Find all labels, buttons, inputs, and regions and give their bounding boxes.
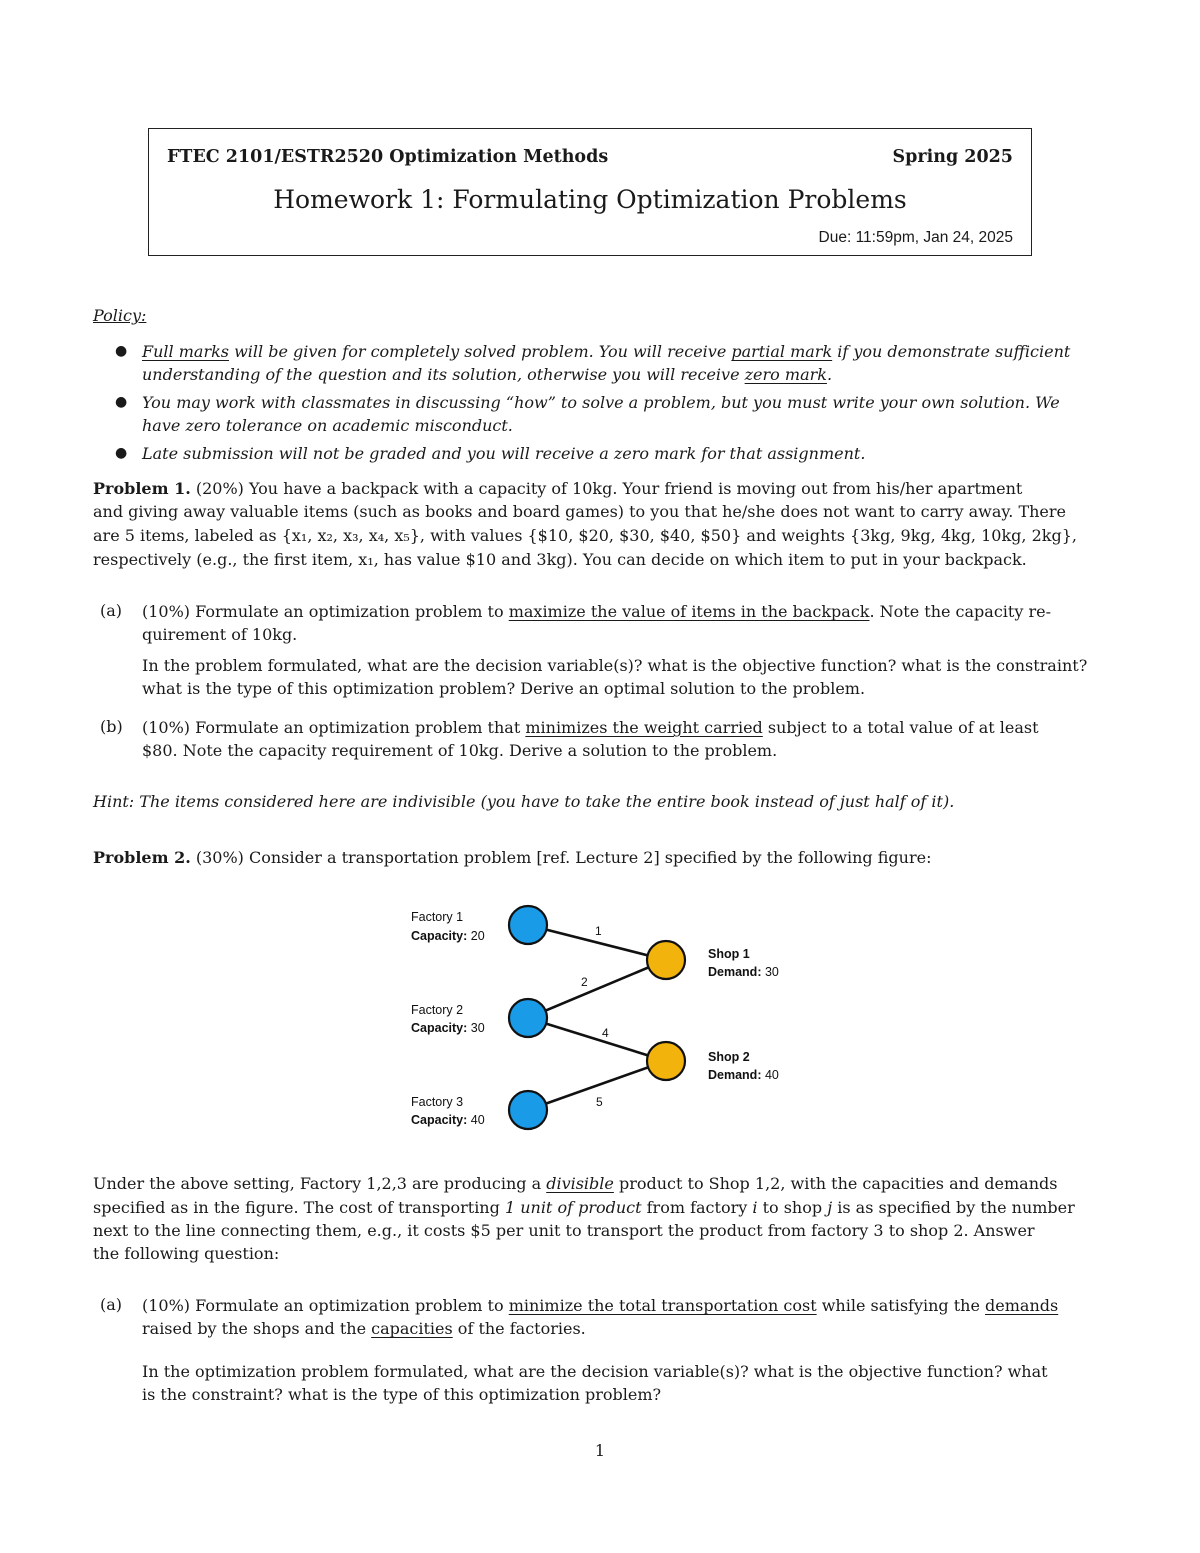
policy-text: if you demonstrate sufficient <box>832 342 1071 361</box>
problem-2-label: Problem 2. <box>93 848 191 867</box>
problem-2a-text: while satisfying the <box>816 1296 986 1315</box>
factory-2-node <box>509 999 547 1037</box>
problem-2-intro <box>93 846 931 869</box>
capacity-label: Capacity: <box>411 1021 468 1035</box>
demand-label: Demand: <box>708 965 762 979</box>
var-j: j <box>827 1198 833 1217</box>
demands-text: demands <box>985 1296 1059 1315</box>
problem-1b-line-2: $80. Note the capacity requirement of 10kg. Derive a solution to the problem. <box>142 741 778 760</box>
header-box <box>148 128 1032 256</box>
problem-1a-line-3: In the problem formulated, what are the decision variable(s)? what is the objective function? what is the constraint? <box>142 656 1088 675</box>
shop-1-demand <box>708 965 779 979</box>
problem-2-setting-line-4: the following question: <box>93 1244 280 1263</box>
setting-text: from factory <box>641 1198 753 1217</box>
edge-f2-s2 <box>528 1018 666 1061</box>
minimize-weight-text: minimizes the weight carried <box>525 718 763 737</box>
policy-item-2-line-1: You may work with classmates in discussing “how” to solve a problem, but you must write your own solution. We <box>142 393 1060 412</box>
zero-mark-text: zero mark <box>744 365 827 384</box>
problem-1-line-1 <box>93 477 1022 500</box>
problem-2a-text: of the factories. <box>452 1319 586 1338</box>
problem-1b-text: (10%) Formulate an optimization problem that <box>142 718 526 737</box>
edge-f2-s1 <box>528 960 666 1018</box>
problem-1-hint: Hint: The items considered here are indivisible (you have to take the entire book instead of just half of it). <box>93 792 955 811</box>
policy-item-1-line-1 <box>142 340 1070 363</box>
problem-1a-line-2: quirement of 10kg. <box>142 625 298 644</box>
factory-2-name: Factory 2 <box>411 1003 464 1017</box>
problem-2a-line-4: is the constraint? what is the type of this optimization problem? <box>142 1385 662 1404</box>
factory-3-node <box>509 1091 547 1129</box>
problem-1b-text: subject to a total value of at least <box>762 718 1039 737</box>
problem-2-setting-line-3: next to the line connecting them, e.g., it costs $5 per unit to transport the product from factory 3 to shop 2. Answer <box>93 1221 1035 1240</box>
problem-1-line-4: respectively (e.g., the first item, x₁, has value $10 and 3kg). You can decide on which item to put in your backpack. <box>93 550 1027 569</box>
transportation-diagram <box>405 895 805 1140</box>
var-i: i <box>752 1198 758 1217</box>
demand-value: 30 <box>764 965 779 979</box>
problem-2-setting-line-1 <box>93 1172 1057 1195</box>
due-date: Due: 11:59pm, Jan 24, 2025 <box>818 229 1013 246</box>
problem-1a-line-1 <box>142 600 1051 623</box>
problem-2a-line-3: In the optimization problem formulated, what are the decision variable(s)? what is the objective function? what <box>142 1362 1048 1381</box>
policy-text: understanding of the question and its solution, otherwise you will receive <box>142 365 745 384</box>
page-number: 1 <box>594 1441 606 1460</box>
maximize-value-text: maximize the value of items in the backpack <box>508 602 870 621</box>
problem-2a-line-1 <box>142 1294 1058 1317</box>
shop-2-demand <box>708 1068 779 1082</box>
problem-2a-label: (a) <box>100 1295 123 1314</box>
capacity-label: Capacity: <box>411 929 468 943</box>
cost-label-5: 5 <box>596 1095 603 1109</box>
policy-item-3: Late submission will not be graded and you will receive a zero mark for that assignment. <box>142 444 866 463</box>
problem-1b-line-1 <box>142 716 1039 739</box>
minimize-cost-text: minimize the total transportation cost <box>508 1296 817 1315</box>
unit-of-product-text: 1 unit of product <box>504 1198 642 1217</box>
shop-1-name: Shop 1 <box>708 947 750 961</box>
course-title: FTEC 2101/ESTR2520 Optimization Methods <box>167 147 609 167</box>
problem-2a-text: raised by the shops and the <box>142 1319 372 1338</box>
problem-1a-text: . Note the capacity re- <box>869 602 1051 621</box>
policy-label: Policy: <box>93 306 147 325</box>
capacities-text: capacities <box>371 1319 453 1338</box>
problem-1b-label: (b) <box>100 717 123 736</box>
bullet-1: ● <box>115 343 128 359</box>
bullet-3: ● <box>115 445 128 461</box>
shop-1-node <box>647 941 685 979</box>
capacity-value: 30 <box>470 1021 485 1035</box>
problem-1a-label: (a) <box>100 601 123 620</box>
problem-1-line-3: are 5 items, labeled as {x₁, x₂, x₃, x₄, x₅}, with values {$10, $20, $30, $40, $50} and weights {3kg, 9kg, 4kg, 10kg, 2kg}, <box>93 526 1077 545</box>
homework-title: Homework 1: Formulating Optimization Problems <box>273 185 907 214</box>
setting-text: to shop <box>757 1198 828 1217</box>
cost-label-4: 4 <box>602 1026 609 1040</box>
setting-text: is as specified by the number <box>832 1198 1075 1217</box>
problem-1a-line-4: what is the type of this optimization problem? Derive an optimal solution to the problem. <box>142 679 866 698</box>
demand-value: 40 <box>764 1068 779 1082</box>
partial-mark-text: partial mark <box>731 342 833 361</box>
policy-text: will be given for completely solved problem. You will receive <box>229 342 732 361</box>
capacity-value: 20 <box>470 929 485 943</box>
factory-1-name: Factory 1 <box>411 910 464 924</box>
cost-label-2: 2 <box>581 975 588 989</box>
problem-1-line-2: and giving away valuable items (such as books and board games) to you that he/she does not want to carry away. There <box>93 502 1066 521</box>
problem-1-text: (20%) You have a backpack with a capacity of 10kg. Your friend is moving out from his/her apartment <box>190 479 1023 498</box>
capacity-value: 40 <box>470 1113 485 1127</box>
setting-text: Under the above setting, Factory 1,2,3 are producing a <box>93 1174 547 1193</box>
shop-2-node <box>647 1042 685 1080</box>
problem-2-setting-line-2 <box>93 1196 1075 1219</box>
demand-label: Demand: <box>708 1068 762 1082</box>
edges <box>528 925 666 1110</box>
divisible-text: divisible <box>546 1174 614 1193</box>
policy-item-1-line-2 <box>142 363 832 386</box>
term: Spring 2025 <box>892 147 1013 167</box>
capacity-label: Capacity: <box>411 1113 468 1127</box>
factory-3-name: Factory 3 <box>411 1095 464 1109</box>
shop-2-name: Shop 2 <box>708 1050 750 1064</box>
problem-2a-text: (10%) Formulate an optimization problem to <box>142 1296 509 1315</box>
cost-label-1: 1 <box>595 924 602 938</box>
policy-text: . <box>826 365 833 384</box>
bullet-2: ● <box>115 394 128 410</box>
factory-3-capacity <box>411 1113 485 1127</box>
setting-text: specified as in the figure. The cost of transporting <box>93 1198 505 1217</box>
factory-2-capacity <box>411 1021 485 1035</box>
setting-text: product to Shop 1,2, with the capacities and demands <box>613 1174 1058 1193</box>
problem-2-text: (30%) Consider a transportation problem [ref. Lecture 2] specified by the following figure: <box>190 848 932 867</box>
factory-1-capacity <box>411 929 485 943</box>
factory-1-node <box>509 906 547 944</box>
problem-1-label: Problem 1. <box>93 479 191 498</box>
full-marks-text: Full marks <box>142 342 229 361</box>
policy-item-2-line-2: have zero tolerance on academic misconduct. <box>142 416 513 435</box>
problem-1a-text: (10%) Formulate an optimization problem to <box>142 602 509 621</box>
problem-2a-line-2 <box>142 1317 586 1340</box>
edge-cost-labels <box>581 924 609 1109</box>
